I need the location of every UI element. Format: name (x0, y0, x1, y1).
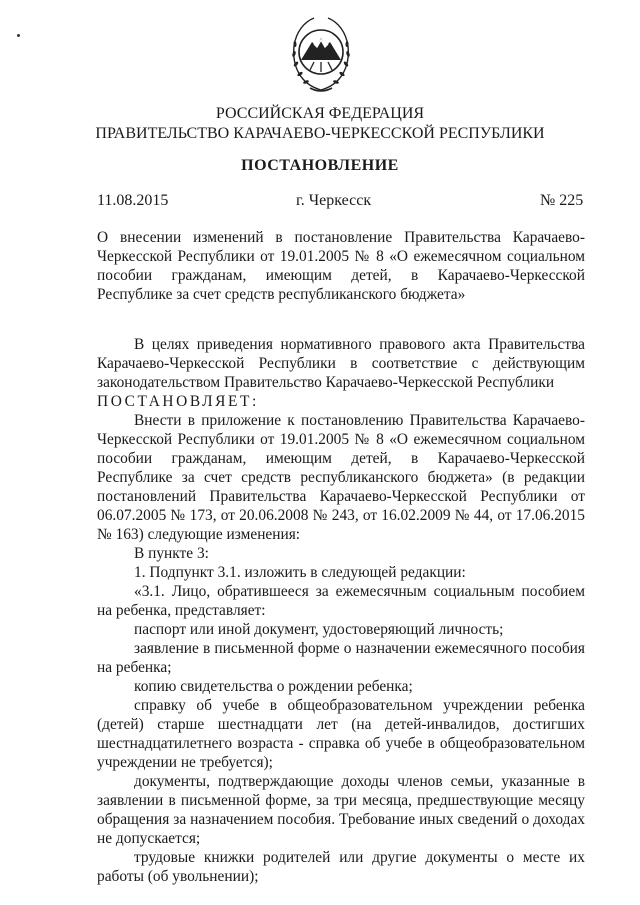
document-body (97, 335, 585, 886)
paragraph-amendment: Внести в приложение к постановлению Правительства Карачаево-Черкесской Республики от 19.01.2005 № 8 «О ежемесячном социальном пособии гражданам, имеющим детей, в Карачаево-Черкесской Республике за счет средств республиканского бюджета» (в редакции постановлений Правительства Карачаево-Черкесской Республики от 06.07.2005 № 173, от 20.06.2008 № 243, от 16.02.2009 № 44, от 17.06.2015 № 163) следующие изменения: (97, 412, 585, 543)
country-heading: РОССИЙСКАЯ ФЕДЕРАЦИЯ (215, 105, 425, 122)
coat-of-arms-emblem (288, 14, 354, 94)
government-heading: ПРАВИТЕЛЬСТВО КАРАЧАЕВО-ЧЕРКЕССКОЙ РЕСПУБЛИКИ (95, 125, 545, 142)
paragraph-subclause-intro: 1. Подпункт 3.1. изложить в следующей редакции: (134, 564, 466, 581)
coat-of-arms-icon (288, 14, 354, 94)
scan-speck (17, 34, 20, 37)
resolves-heading: ПОСТАНОВЛЯЕТ: (97, 393, 259, 410)
document-date: 11.08.2015 (97, 192, 169, 209)
document-city: г. Черкесск (296, 192, 372, 209)
list-item-school-certificate: справку об учебе в общеобразовательном учреждении ребенка (детей) старше шестнадцати лет (на детей-инвалидов, достигших шестнадцатилетнего возраста - справка об учебе в общеобразовательном учреждении не требуется); (97, 697, 585, 771)
list-item-application: заявление в письменной форме о назначении ежемесячного пособия на ребенка; (97, 640, 585, 676)
list-item-birth-certificate: копию свидетельства о рождении ребенка; (134, 678, 413, 695)
document-number: № 225 (540, 192, 584, 209)
list-item-employment-records: трудовые книжки родителей или другие документы о месте их работы (об увольнении); (97, 849, 585, 885)
paragraph-subclause-3-1: «3.1. Лицо, обратившееся за ежемесячным социальным пособием на ребенка, представляет: (97, 583, 585, 619)
paragraph-clause-3: В пункте 3: (134, 545, 209, 562)
subject-text: О внесении изменений в постановление Правительства Карачаево-Черкесской Республики от 19.01.2005 № 8 «О ежемесячном социальном пособии гражданам, имеющим детей, в Карачаево-Черкесской Республике за счет средств республиканского бюджета» (97, 229, 585, 303)
list-item-passport: паспорт или иной документ, удостоверяющий личность; (134, 621, 504, 638)
paragraph-preamble: В целях приведения нормативного правового акта Правительства Карачаево-Черкесской Республики в соответствие с действующим законодательством Правительство Карачаево-Черкесской Республики (97, 336, 585, 391)
document-type-title: ПОСТАНОВЛЕНИЕ (241, 157, 399, 174)
document-subject (97, 228, 585, 304)
list-item-income-documents: документы, подтверждающие доходы членов семьи, указанные в заявлении в письменной форме, за три месяца, предшествующие месяцу обращения за назначением пособия. Требование иных сведений о доходах не допускается; (97, 773, 585, 847)
